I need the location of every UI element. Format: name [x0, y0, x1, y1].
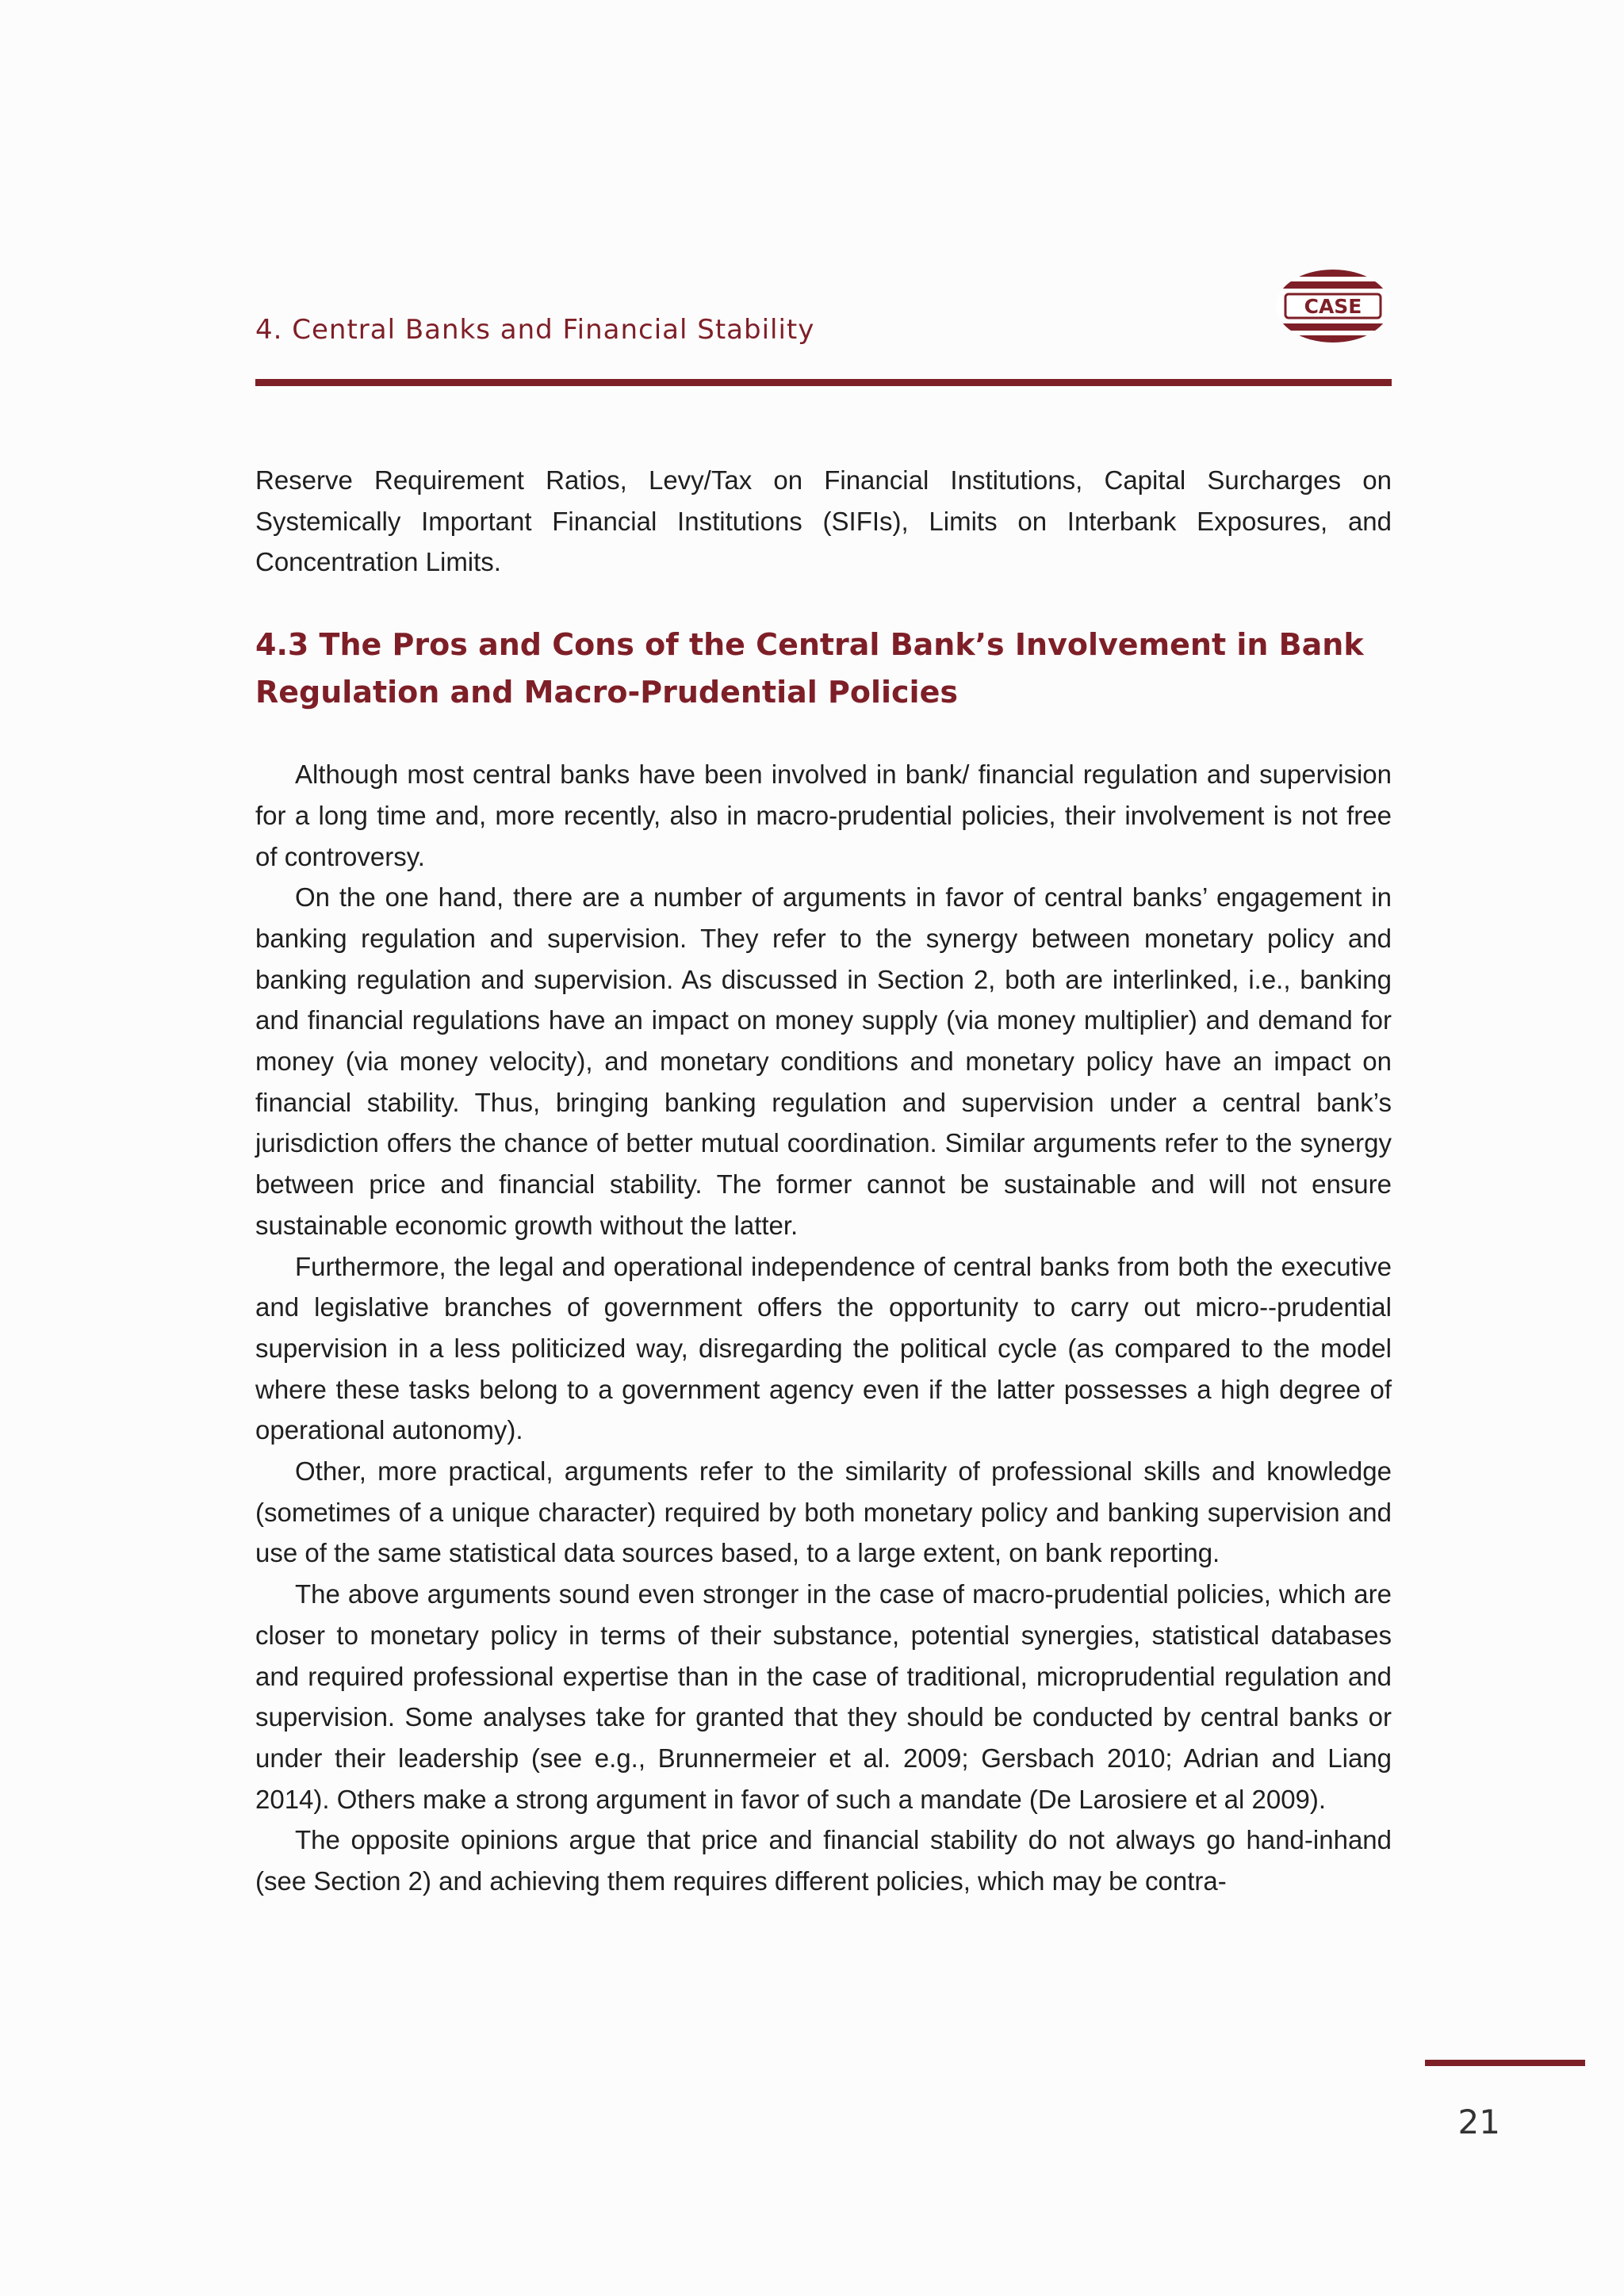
case-logo — [1274, 268, 1392, 344]
body-paragraph: On the one hand, there are a number of arguments in favor of central banks’ engagement in banking regulation and supervision. They refer to the synergy between monetary policy and banking regulation and supervision. As discussed in Section 2, both are interlinked, i.e., banking and financial regulations have an impact on money supply (via money multiplier) and demand for money (via money velocity), and monetary conditions and monetary policy have an impact on financial stability. Thus, bringing banking regulation and supervision under a central bank’s jurisdiction offers the chance of better mutual coordination. Similar arguments refer to the synergy between price and financial stability. The former cannot be sustainable and will not ensure sustainable economic growth without the latter. — [255, 882, 1392, 1240]
body-paragraph: Other, more practical, arguments refer to the similarity of professional skills and knowledge (sometimes of a unique character) required by both monetary policy and banking supervision and use of the same statistical data sources based, to a large extent, on bank reporting. — [255, 1456, 1392, 1568]
body-paragraph: Although most central banks have been involved in bank/ financial regulation and supervision for a long time and, more recently, also in macro-prudential policies, their involvement is not free of controversy. — [255, 760, 1392, 871]
svg-text:CASE: CASE — [1304, 295, 1362, 318]
intro-paragraph: Reserve Requirement Ratios, Levy/Tax on Financial Institutions, Capital Surcharges on Systemically Important Financial Institutions (SIFIs), Limits on Interbank Exposures, and Concentration Limits. — [255, 465, 1392, 577]
main-content — [255, 460, 1392, 1902]
footer-divider — [1425, 2060, 1585, 2066]
body-paragraph: The opposite opinions argue that price and financial stability do not always go hand-inhand (see Section 2) and achieving them requires different policies, which may be contra- — [255, 1825, 1392, 1896]
body-paragraph: Furthermore, the legal and operational independence of central banks from both the executive and legislative branches of government offers the opportunity to carry out micro--prudential supervision in a less politicized way, disregarding the political cycle (as compared to the model where these tasks belong to a government agency even if the latter possesses a high degree of operational autonomy). — [255, 1251, 1392, 1445]
section-heading: 4.3 The Pros and Cons of the Central Bank’s Involvement in Bank Regulation and Macro-Prudential Policies — [255, 627, 1364, 710]
page-number: 21 — [1457, 2103, 1500, 2141]
running-header-title: 4. Central Banks and Financial Stability — [255, 314, 815, 346]
header-divider — [255, 379, 1392, 386]
body-paragraph: The above arguments sound even stronger in the case of macro-prudential policies, which are closer to monetary policy in terms of their substance, potential synergies, statistical databases and required professional expertise than in the case of traditional, microprudential regulation and supervision. Some analyses take for granted that they should be conducted by central banks or under their leadership (see e.g., Brunnermeier et al. 2009; Gersbach 2010; Adrian and Liang 2014). Others make a strong argument in favor of such a mandate (De Larosiere et al 2009). — [255, 1579, 1392, 1814]
